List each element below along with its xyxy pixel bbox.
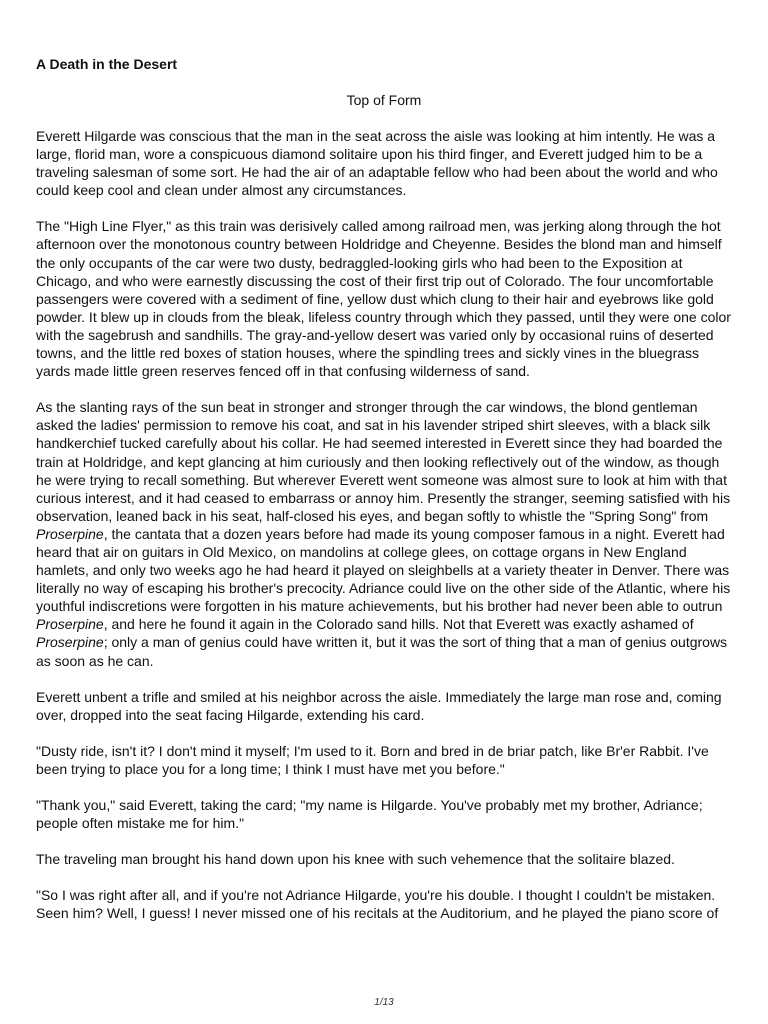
paragraph [36, 688, 736, 724]
document-body [36, 127, 736, 940]
paragraph [36, 850, 736, 868]
form-top-marker: Top of Form [346, 92, 422, 108]
page-number: 1/13 [374, 997, 394, 1008]
paragraph [36, 796, 736, 832]
paragraph-text: The traveling man brought his hand down upon his knee with such vehemence that the solitaire blazed. [36, 851, 675, 868]
italic-title-text: Proserpine [36, 525, 104, 542]
document-title: A Death in the Desert [36, 56, 178, 72]
paragraph-text: The "High Line Flyer," as this train was derisively called among railroad men, was jerking along through the hot afternoon over the monotonous country between Holdridge and Cheyenne. Besides the blond man and himself the only occupants of the car were two dusty, bedraggled-looking girls who had been to the Exposition at Chicago, and who were earnestly discussing the cost of their first trip out of Colorado. The four uncomfortable passengers were covered with a sediment of fine, yellow dust which clung to their hair and eyebrows like gold powder. It blew up in clouds from the bleak, lifeless country through which they passed, until they were one color with the sagebrush and sandhills. The gray-and-yellow desert was varied only by occasional ruins of deserted towns, and the little red boxes of station houses, where the spindling trees and sickly vines in the bluegrass yards made little green reserves fenced off in that confusing wilderness of sand. [36, 218, 731, 380]
paragraph-text: "Thank you," said Everett, taking the card; "my name is Hilgarde. You've probably met my brother, Adriance; people often mistake me for him." [36, 797, 703, 832]
paragraph [36, 217, 736, 380]
paragraph-text: "Dusty ride, isn't it? I don't mind it myself; I'm used to it. Born and bred in de briar patch, like Br'er Rabbit. I've been trying to place you for a long time; I think I must have met you before." [36, 742, 709, 777]
paragraph-text: , and here he found it again in the Colorado sand hills. Not that Everett was exactly ashamed of [103, 616, 694, 633]
paragraph [36, 127, 736, 199]
paragraph-text: Everett unbent a trifle and smiled at his neighbor across the aisle. Immediately the large man rose and, coming over, dropped into the seat facing Hilgarde, extending his card. [36, 688, 722, 723]
paragraph-text: , the cantata that a dozen years before had made its young composer famous in a night. Everett had heard that air on guitars in Old Mexico, on mandolins at college glees, on cottage organs in New England hamlets, and only two weeks ago he had heard it played on sleighbells at a variety theater in Denver. There was literally no way of escaping his brother's precocity. Adriance could live on the other side of the Atlantic, where his youthful indiscretions were forgotten in his mature achievements, but his brother had never been able to outrun [36, 525, 731, 615]
paragraph-text: "So I was right after all, and if you're not Adriance Hilgarde, you're his double. I thought I couldn't be mistaken. Seen him? Well, I guess! I never missed one of his recitals at the Auditorium, and he played the piano score of [36, 887, 719, 922]
paragraph [36, 398, 736, 669]
paragraph-text: ; only a man of genius could have written it, but it was the sort of thing that a man of genius outgrows as soon as he can. [36, 634, 728, 669]
italic-title-text: Proserpine [36, 634, 104, 651]
paragraph [36, 742, 736, 778]
paragraph-text: As the slanting rays of the sun beat in stronger and stronger through the car windows, the blond gentleman asked the ladies' permission to remove his coat, and sat in his lavender striped shirt sleeves, with a black silk handkerchief tucked carefully about his collar. He had seemed interested in Everett since they had boarded the train at Holdridge, and kept glancing at him curiously and then looking reflectively out of the window, as though he were trying to recall something. But wherever Everett went someone was almost sure to look at him with that curious interest, and it had ceased to embarrass or annoy him. Presently the stranger, seeming satisfied with his observation, leaned back in his seat, half-closed his eyes, and began softly to whistle the "Spring Song" from [36, 399, 731, 524]
paragraph [36, 886, 736, 922]
italic-title-text: Proserpine [36, 616, 104, 633]
paragraph-text: Everett Hilgarde was conscious that the man in the seat across the aisle was looking at him intently. He was a large, florid man, wore a conspicuous diamond solitaire upon his third finger, and Everett judged him to be a traveling salesman of some sort. He had the air of an adaptable fellow who had been about the world and who could keep cool and clean under almost any circumstances. [36, 128, 718, 199]
